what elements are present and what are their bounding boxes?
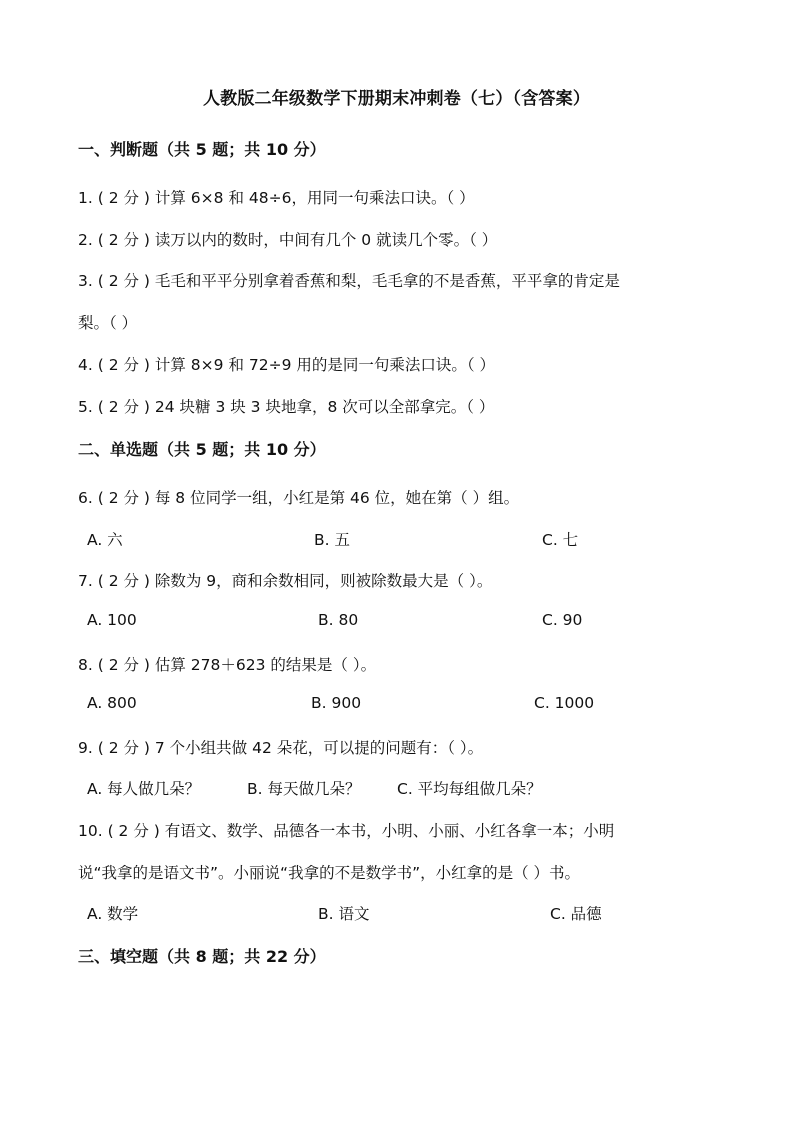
question-10-option-c: C. 品德 — [550, 905, 602, 923]
section-heading-single-choice: 二、单选题（共 5 题；共 10 分） — [78, 440, 326, 459]
question-10: 10. ( 2 分 ) 有语文、数学、品德各一本书，小明、小丽、小红各拿一本；小明 — [78, 822, 615, 840]
question-10-option-a: A. 数学 — [87, 905, 139, 923]
question-6: 6. ( 2 分 ) 每 8 位同学一组，小红是第 46 位，她在第（ ）组。 — [78, 489, 520, 507]
question-7-option-b: B. 80 — [318, 611, 359, 629]
question-3-continuation: 梨。（ ） — [78, 314, 138, 332]
question-8-option-c: C. 1000 — [534, 694, 595, 712]
question-6-option-a: A. 六 — [87, 531, 123, 549]
question-5: 5. ( 2 分 ) 24 块糖 3 块 3 块地拿，8 次可以全部拿完。（ ） — [78, 398, 495, 416]
question-8-option-b: B. 900 — [311, 694, 362, 712]
question-8-option-a: A. 800 — [87, 694, 137, 712]
question-10-option-b: B. 语文 — [318, 905, 370, 923]
question-9-option-b: B. 每天做几朵？ — [247, 780, 361, 798]
question-9-option-c: C. 平均每组做几朵？ — [397, 780, 542, 798]
question-7-option-a: A. 100 — [87, 611, 137, 629]
section-heading-true-false: 一、判断题（共 5 题；共 10 分） — [78, 140, 326, 159]
question-4: 4. ( 2 分 ) 计算 8×9 和 72÷9 用的是同一句乘法口诀。（ ） — [78, 356, 496, 374]
question-3: 3. ( 2 分 ) 毛毛和平平分别拿着香蕉和梨，毛毛拿的不是香蕉，平平拿的肯定是 — [78, 272, 620, 290]
question-7: 7. ( 2 分 ) 除数为 9，商和余数相同，则被除数最大是（ ）。 — [78, 572, 493, 590]
question-6-option-c: C. 七 — [542, 531, 579, 549]
question-2: 2. ( 2 分 ) 读万以内的数时，中间有几个 0 就读几个零。（ ） — [78, 231, 498, 249]
page-title: 人教版二年级数学下册期末冲刺卷（七）（含答案） — [202, 89, 591, 109]
question-6-option-b: B. 五 — [314, 531, 350, 549]
question-10-continuation: 说“我拿的是语文书”。小丽说“我拿的不是数学书”，小红拿的是（ ）书。 — [78, 864, 581, 882]
question-9-option-a: A. 每人做几朵？ — [87, 780, 201, 798]
question-7-option-c: C. 90 — [542, 611, 583, 629]
section-heading-fill-in: 三、填空题（共 8 题；共 22 分） — [78, 947, 326, 966]
question-1: 1. ( 2 分 ) 计算 6×8 和 48÷6，用同一句乘法口诀。（ ） — [78, 189, 475, 207]
question-9: 9. ( 2 分 ) 7 个小组共做 42 朵花，可以提的问题有：（ ）。 — [78, 739, 484, 757]
question-8: 8. ( 2 分 ) 估算 278＋623 的结果是（ ）。 — [78, 656, 377, 674]
